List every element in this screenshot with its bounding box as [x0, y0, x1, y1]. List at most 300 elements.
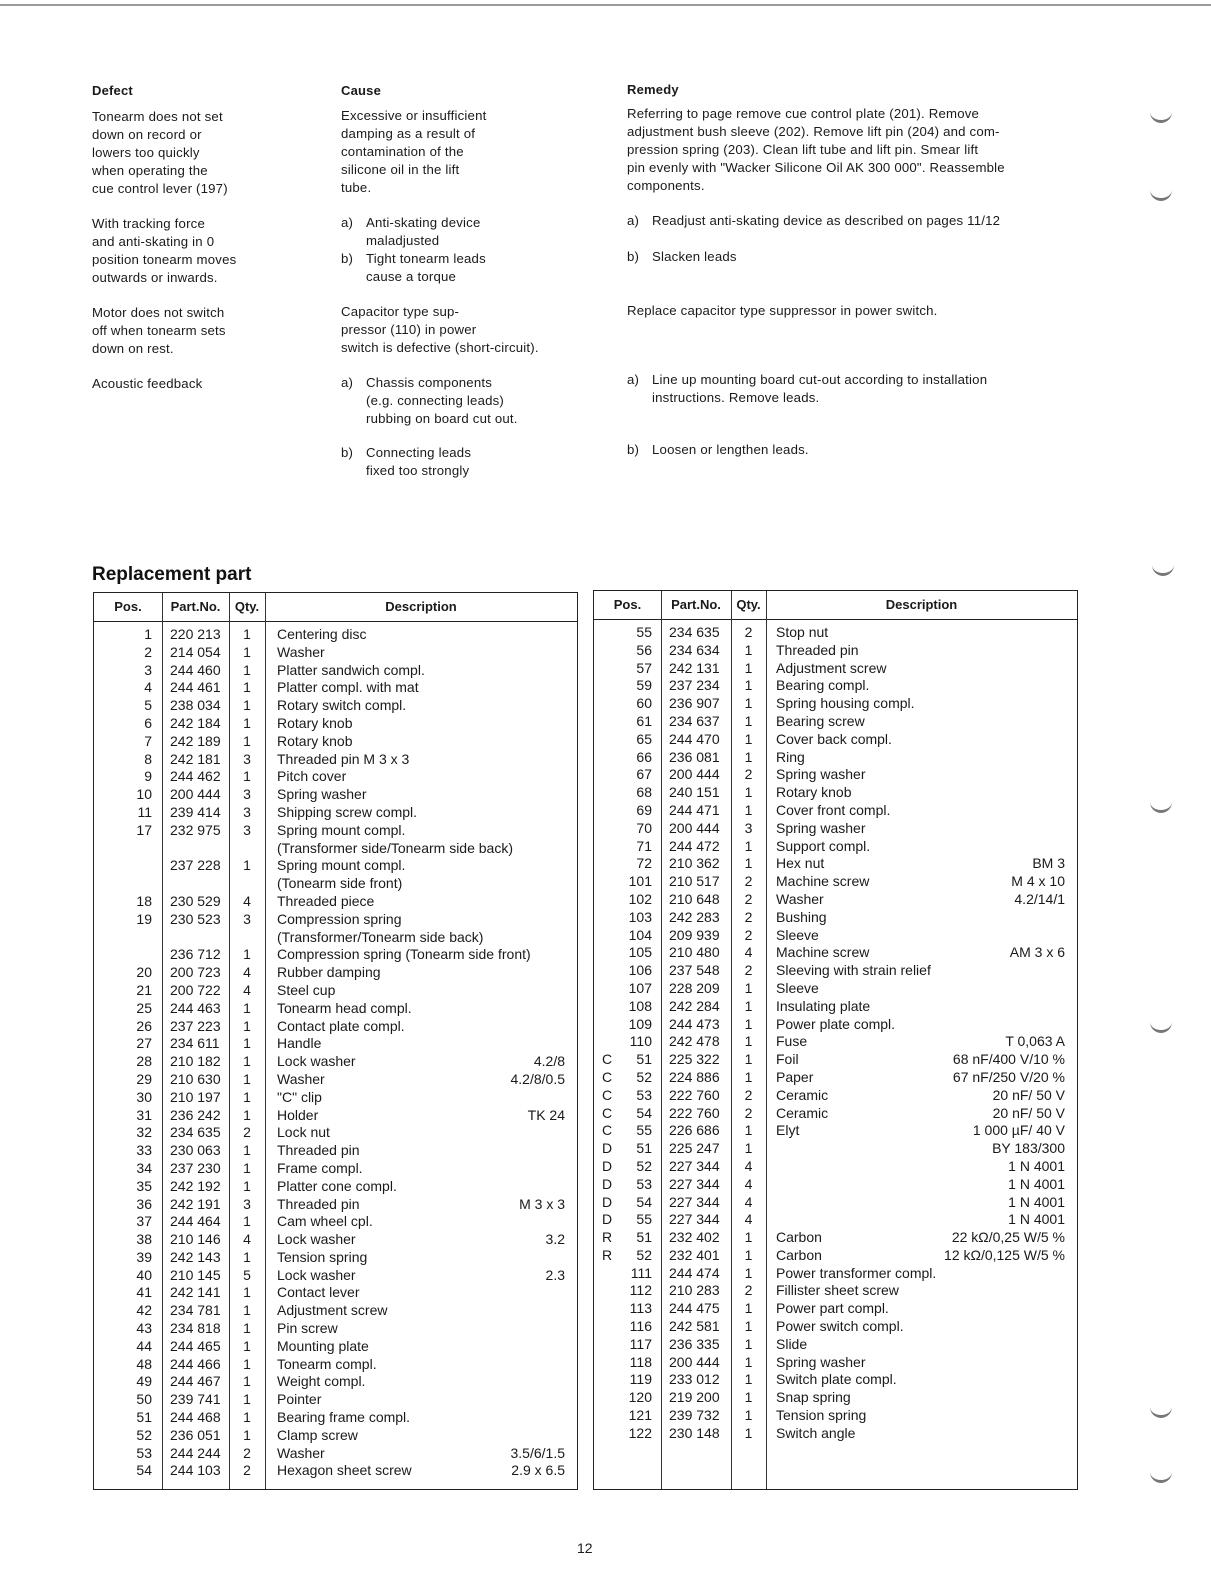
table-row [94, 786, 577, 804]
row-partno: 227 344 [669, 1175, 720, 1192]
row-prefix: D [602, 1140, 613, 1157]
table-row [94, 1391, 577, 1409]
row-pos: 116 [629, 1318, 652, 1335]
row-qty: 2 [744, 1104, 753, 1121]
table-row [94, 1053, 577, 1071]
row-partno: 234 637 [669, 712, 720, 729]
row-pos: 120 [628, 1389, 652, 1406]
row-partno: 238 034 [170, 697, 221, 714]
row-description: Power transformer compl. [776, 1264, 937, 1281]
row-qty: 1 [744, 1051, 753, 1068]
col-header-partno: Part.No. [170, 599, 221, 614]
row-pos: 55 [636, 624, 652, 640]
row-qty: 3 [243, 1195, 251, 1212]
row-description: (Tonearm side front) [277, 875, 403, 892]
table-row [594, 1051, 1077, 1069]
row-qty: 2 [243, 1462, 251, 1479]
row-partno: 236 051 [170, 1426, 221, 1443]
row-partno: 239 741 [170, 1391, 221, 1408]
table-row [94, 733, 577, 751]
row-partno: 222 760 [669, 1104, 720, 1121]
row-value: BM 3 [1032, 855, 1065, 872]
row-value: 67 nF/250 V/20 % [952, 1068, 1065, 1085]
table-row [94, 1160, 577, 1178]
row-pos: 25 [136, 999, 152, 1016]
top-rule [0, 4, 1211, 6]
table-row [94, 946, 577, 964]
table-header [94, 593, 577, 622]
row-prefix: D [602, 1157, 613, 1174]
row-pos: 52 [636, 1246, 652, 1263]
row-value: 4.2/8/0.5 [510, 1070, 565, 1087]
row-qty: 1 [744, 659, 753, 676]
row-description: "C" clip [277, 1088, 322, 1105]
row-qty: 3 [243, 786, 251, 803]
row-description: Contact lever [277, 1284, 360, 1301]
row-pos: 56 [636, 641, 652, 658]
row-pos: 68 [636, 784, 652, 801]
row-pos: 67 [636, 766, 652, 783]
row-partno: 244 463 [170, 999, 221, 1016]
row-partno: 228 209 [669, 979, 720, 996]
row-value: 1 N 4001 [1008, 1211, 1065, 1228]
table-row [594, 1087, 1077, 1105]
row-description: Lock washer [277, 1231, 356, 1248]
row-description: Power part compl. [776, 1300, 889, 1317]
row-value: 20 nF/ 50 V [992, 1104, 1065, 1121]
row-pos: 66 [636, 748, 652, 765]
row-pos: 112 [629, 1282, 652, 1299]
table-row [94, 1142, 577, 1160]
row-partno: 232 402 [669, 1229, 720, 1246]
table-row [94, 644, 577, 662]
row-qty: 1 [243, 1070, 251, 1087]
table-row [94, 768, 577, 786]
table-row [94, 1249, 577, 1267]
cause-text: Excessive or insufficient damping as a result of contamination of the silicone oil in the lift tube. [341, 108, 487, 195]
table-row [594, 1318, 1077, 1336]
section-title: Replacement part [92, 564, 252, 585]
remedy-text: Replace capacitor type suppressor in power switch. [627, 303, 938, 318]
row-qty: 3 [243, 803, 251, 820]
row-value: 2.3 [545, 1266, 565, 1283]
row-partno: 210 517 [669, 873, 720, 890]
table-row [594, 1425, 1077, 1443]
row-value: M 3 x 3 [519, 1195, 565, 1212]
row-pos: 122 [628, 1424, 652, 1441]
defect-text: Acoustic feedback [92, 376, 203, 391]
row-qty: 4 [243, 964, 251, 981]
row-description: Stop nut [776, 624, 829, 640]
row-pos: 48 [136, 1355, 152, 1372]
row-qty: 1 [243, 1035, 251, 1052]
table-row [594, 962, 1077, 980]
row-partno: 224 886 [669, 1068, 720, 1085]
row-qty: 2 [243, 1444, 251, 1461]
cause-a-label: a) [341, 215, 354, 230]
row-value: 4.2/14/1 [1014, 890, 1065, 907]
defect-header: Defect [92, 83, 133, 98]
row-partno: 242 131 [669, 659, 720, 676]
row-description: Rotary knob [277, 714, 353, 731]
row-pos: 109 [628, 1015, 652, 1032]
row-value: M 4 x 10 [1011, 873, 1065, 890]
row-description: Lock washer [277, 1266, 356, 1283]
remedy-text: Referring to page remove cue control plate (201). Remove adjustment bush sleeve (202). Remove lift pin (204) and com- pression spring (203). Clean lift tube and lift pin. Smear lift pin evenly with "Wacker Silicone Oil AK 300 000". Reassemble components. [627, 106, 1005, 193]
cause-text: Capacitor type sup- pressor (110) in power switch is defective (short-circuit). [341, 304, 539, 355]
col-header-description: Description [885, 597, 958, 612]
table-row [94, 1462, 577, 1480]
row-qty: 1 [744, 1122, 753, 1139]
cause-b-text: Tight tonearm leads cause a torque [366, 251, 486, 284]
row-pos: 118 [629, 1353, 652, 1370]
row-partno: 237 223 [170, 1017, 221, 1034]
remedy-b-text: Loosen or lengthen leads. [652, 442, 809, 457]
row-description: Ceramic [776, 1086, 829, 1103]
row-pos: 70 [636, 819, 652, 836]
row-pos: 52 [136, 1426, 152, 1443]
row-partno: 232 975 [170, 821, 221, 838]
cause-a-label: a) [341, 375, 354, 390]
row-pos: 113 [629, 1300, 652, 1317]
row-pos: 57 [636, 659, 652, 676]
row-pos: 7 [144, 732, 152, 749]
row-pos: 19 [136, 910, 152, 927]
row-qty: 1 [744, 784, 753, 801]
row-partno: 237 548 [669, 962, 720, 979]
row-partno: 242 192 [170, 1177, 221, 1194]
row-partno: 244 462 [170, 768, 221, 785]
row-partno: 237 234 [669, 677, 720, 694]
table-row [594, 1158, 1077, 1176]
row-value: 1 N 4001 [1008, 1193, 1065, 1210]
row-partno: 230 063 [170, 1142, 221, 1159]
table-row [594, 713, 1077, 731]
row-pos: 21 [136, 981, 152, 998]
row-partno: 242 141 [170, 1284, 221, 1301]
row-partno: 200 444 [669, 1353, 720, 1370]
row-description: Adjustment screw [277, 1302, 388, 1319]
row-description: Snap spring [776, 1389, 851, 1406]
row-partno: 236 242 [170, 1106, 221, 1123]
row-partno: 239 414 [170, 803, 221, 820]
row-pos: 9 [144, 768, 152, 785]
row-description: Spring mount compl. [277, 857, 406, 874]
row-pos: 51 [636, 1051, 652, 1068]
row-partno: 227 344 [669, 1193, 720, 1210]
remedy-b-text: Slacken leads [652, 249, 737, 264]
row-partno: 220 213 [170, 626, 221, 642]
row-value: 3.5/6/1.5 [510, 1444, 565, 1461]
row-qty: 2 [744, 1282, 753, 1299]
remedy-a-label: a) [627, 213, 640, 228]
row-description: Rotary knob [277, 732, 353, 749]
row-partno: 242 284 [669, 997, 720, 1014]
row-value: 1 N 4001 [1008, 1157, 1065, 1174]
row-qty: 1 [243, 1426, 251, 1443]
row-qty: 1 [243, 697, 251, 714]
row-description: Support compl. [776, 837, 871, 854]
row-partno: 222 760 [669, 1086, 720, 1103]
row-description: Cam wheel cpl. [277, 1213, 373, 1230]
row-partno: 234 611 [170, 1035, 220, 1052]
row-pos: 2 [144, 643, 152, 660]
defect-text: With tracking force and anti-skating in 0 position tonearm moves outwards or inwards. [92, 216, 237, 285]
row-description: Threaded piece [277, 892, 375, 909]
table-row [94, 1356, 577, 1374]
table-body [594, 624, 1077, 1443]
table-row [94, 911, 577, 929]
row-partno: 242 191 [170, 1195, 221, 1212]
row-qty: 1 [243, 1053, 251, 1070]
row-qty: 1 [243, 626, 251, 642]
table-row [94, 1284, 577, 1302]
row-partno: 234 818 [170, 1320, 221, 1337]
row-description: Foil [776, 1051, 799, 1068]
row-qty: 1 [243, 1213, 251, 1230]
row-qty: 1 [243, 732, 251, 749]
table-row [594, 1336, 1077, 1354]
table-row [94, 875, 577, 893]
row-description: Lock washer [277, 1053, 356, 1070]
row-pos: 26 [136, 1017, 152, 1034]
row-value: TK 24 [527, 1106, 565, 1123]
row-description: (Transformer side/Tonearm side back) [277, 839, 514, 856]
table-row [594, 1016, 1077, 1034]
row-description: Weight compl. [277, 1373, 366, 1390]
row-description: Carbon [776, 1229, 822, 1246]
row-description: Switch plate compl. [776, 1371, 897, 1388]
row-partno: 244 103 [170, 1462, 221, 1479]
row-qty: 1 [243, 643, 251, 660]
row-partno: 233 012 [669, 1371, 720, 1388]
row-description: Threaded pin M 3 x 3 [277, 750, 410, 767]
binding-mark [1150, 1020, 1172, 1033]
row-partno: 210 145 [170, 1266, 221, 1283]
remedy-a-text: Line up mounting board cut-out according to installation instructions. Remove leads. [652, 372, 988, 405]
row-prefix: D [602, 1193, 613, 1210]
col-header-pos: Pos. [613, 597, 642, 612]
row-description: Cover front compl. [776, 801, 891, 818]
row-description: Threaded pin [776, 641, 859, 658]
row-qty: 1 [744, 1335, 753, 1352]
row-pos: 121 [628, 1407, 652, 1424]
row-description: Spring washer [277, 786, 367, 803]
table-row [94, 822, 577, 840]
table-row [94, 1409, 577, 1427]
row-description: Paper [776, 1068, 814, 1085]
binding-mark [1152, 563, 1174, 576]
row-description: Pitch cover [277, 768, 347, 785]
row-partno: 242 184 [170, 714, 221, 731]
table-row [94, 1302, 577, 1320]
row-description: Centering disc [277, 626, 367, 642]
row-value: 68 nF/400 V/10 % [952, 1051, 1065, 1068]
row-description: Bushing [776, 908, 827, 925]
row-qty: 1 [243, 999, 251, 1016]
row-qty: 1 [744, 1318, 753, 1335]
row-qty: 1 [744, 1033, 753, 1050]
table-row [594, 1354, 1077, 1372]
row-description: Rotary switch compl. [277, 697, 407, 714]
table-row [594, 1194, 1077, 1212]
row-description: Machine screw [776, 944, 870, 961]
table-row [594, 766, 1077, 784]
binding-mark [1150, 110, 1172, 123]
row-prefix: C [602, 1051, 613, 1068]
table-row [94, 1107, 577, 1125]
table-row [594, 891, 1077, 909]
row-prefix: D [602, 1175, 613, 1192]
cause-header: Cause [341, 83, 382, 98]
row-qty: 1 [243, 1337, 251, 1354]
defect-text: Motor does not switch off when tonearm sets down on rest. [92, 305, 226, 356]
row-pos: 50 [136, 1391, 152, 1408]
row-pos: 41 [136, 1284, 152, 1301]
table-row [594, 1122, 1077, 1140]
table-row [594, 1282, 1077, 1300]
row-pos: 69 [636, 801, 652, 818]
row-pos: 36 [136, 1195, 152, 1212]
row-partno: 209 939 [669, 926, 720, 943]
row-qty: 1 [744, 712, 753, 729]
row-qty: 1 [744, 837, 753, 854]
binding-mark [1150, 800, 1172, 813]
row-qty: 1 [243, 1177, 251, 1194]
row-partno: 239 732 [669, 1407, 720, 1424]
row-pos: 53 [636, 1086, 652, 1103]
row-qty: 1 [744, 1140, 753, 1157]
table-row [94, 1213, 577, 1231]
table-row [94, 804, 577, 822]
row-prefix: C [602, 1068, 613, 1085]
table-row [594, 731, 1077, 749]
table-header [594, 591, 1077, 620]
row-pos: 110 [629, 1033, 652, 1050]
row-pos: 33 [136, 1142, 152, 1159]
cause-a-text: Anti-skating device maladjusted [366, 215, 481, 248]
row-pos: 43 [136, 1320, 152, 1337]
row-pos: 44 [136, 1337, 152, 1354]
row-description: Machine screw [776, 873, 870, 890]
row-description: Pin screw [277, 1320, 338, 1337]
row-qty: 1 [744, 748, 753, 765]
row-partno: 230 529 [170, 892, 221, 909]
row-qty: 1 [243, 1391, 251, 1408]
row-description: Sleeve [776, 979, 819, 996]
row-pos: 53 [136, 1444, 152, 1461]
row-partno: 244 465 [170, 1337, 221, 1354]
row-partno: 236 712 [170, 946, 221, 963]
row-qty: 3 [243, 750, 251, 767]
row-description: Spring washer [776, 1353, 866, 1370]
row-pos: 60 [636, 695, 652, 712]
row-description: Tonearm compl. [277, 1355, 377, 1372]
table-row [94, 679, 577, 697]
binding-mark [1150, 1470, 1172, 1483]
row-prefix: R [602, 1246, 613, 1263]
row-qty: 2 [243, 1124, 251, 1141]
remedy-a-text: Readjust anti-skating device as described on pages 11/12 [652, 213, 1001, 228]
table-row [594, 695, 1077, 713]
row-partno: 244 471 [669, 801, 720, 818]
col-header-description: Description [385, 599, 457, 614]
row-partno: 244 475 [669, 1300, 720, 1317]
row-description: Tonearm head compl. [277, 999, 412, 1016]
row-description: Elyt [776, 1122, 800, 1139]
row-pos: 32 [136, 1124, 152, 1141]
row-partno: 210 283 [669, 1282, 720, 1299]
row-value: AM 3 x 6 [1009, 944, 1065, 961]
row-qty: 4 [243, 892, 251, 909]
row-qty: 1 [744, 695, 753, 712]
row-description: Bearing compl. [776, 677, 870, 694]
row-description: Fuse [776, 1033, 808, 1050]
row-description: Compression spring [277, 910, 402, 927]
table-row [594, 980, 1077, 998]
row-description: Washer [277, 1070, 325, 1087]
row-pos: 52 [636, 1068, 652, 1085]
row-pos: 61 [636, 712, 652, 729]
table-row [94, 1196, 577, 1214]
row-partno: 200 444 [669, 819, 720, 836]
row-partno: 226 686 [669, 1122, 720, 1139]
row-qty: 4 [744, 1175, 753, 1192]
remedy-b-label: b) [627, 249, 640, 264]
row-qty: 1 [243, 1017, 251, 1034]
table-row [594, 855, 1077, 873]
row-pos: 39 [136, 1248, 152, 1265]
row-pos: 107 [628, 979, 652, 996]
row-description: Holder [277, 1106, 319, 1123]
row-description: Compression spring (Tonearm side front) [277, 946, 531, 963]
row-partno: 210 648 [669, 890, 720, 907]
row-pos: 65 [636, 730, 652, 747]
row-qty: 1 [744, 801, 753, 818]
table-row [94, 662, 577, 680]
row-value: 3.2 [545, 1231, 565, 1248]
table-row [94, 1018, 577, 1036]
row-partno: 227 344 [669, 1157, 720, 1174]
row-description: Carbon [776, 1246, 822, 1263]
row-partno: 242 581 [669, 1318, 720, 1335]
table-row [94, 1035, 577, 1053]
row-description: Ring [776, 748, 805, 765]
row-pos: 8 [144, 750, 152, 767]
table-row [594, 909, 1077, 927]
table-row [94, 982, 577, 1000]
row-description: Power switch compl. [776, 1318, 904, 1335]
row-pos: 102 [628, 890, 652, 907]
row-qty: 1 [243, 1355, 251, 1372]
row-description: Threaded pin [277, 1142, 360, 1159]
row-qty: 4 [744, 944, 753, 961]
row-description: Switch angle [776, 1424, 856, 1441]
row-qty: 4 [744, 1211, 753, 1228]
row-pos: 51 [636, 1140, 652, 1157]
row-qty: 1 [744, 1015, 753, 1032]
row-description: Pointer [277, 1391, 322, 1408]
row-pos: 104 [628, 926, 652, 943]
row-description: Bearing screw [776, 712, 865, 729]
table-row [594, 1300, 1077, 1318]
row-qty: 1 [744, 1229, 753, 1246]
row-pos: 106 [628, 962, 652, 979]
row-qty: 4 [744, 1157, 753, 1174]
row-description: Rubber damping [277, 964, 381, 981]
row-description: Ceramic [776, 1104, 829, 1121]
row-partno: 242 283 [669, 908, 720, 925]
